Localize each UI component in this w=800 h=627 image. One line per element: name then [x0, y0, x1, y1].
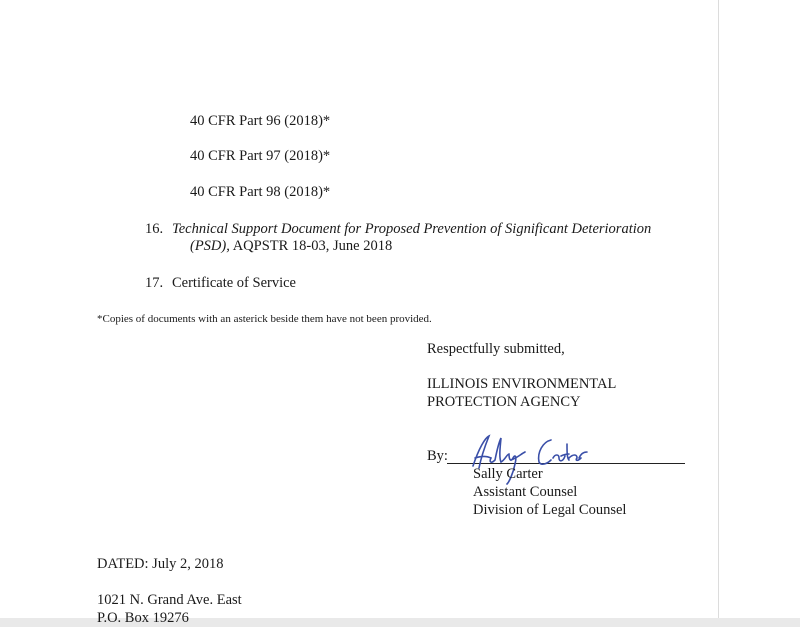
regulation-cfr-98: 40 CFR Part 98 (2018)*	[190, 184, 331, 200]
regulation-cfr-96: 40 CFR Part 96 (2018)*	[190, 113, 331, 129]
page-margin	[718, 0, 800, 618]
footnote: *Copies of documents with an asterick beside them have not been provided.	[97, 313, 432, 325]
document-title-cont: (PSD),	[190, 238, 230, 254]
signer-name: Sally Carter	[473, 466, 543, 482]
address-line-2: P.O. Box 19276	[97, 610, 189, 626]
date-line: DATED: July 2, 2018	[97, 556, 224, 572]
list-item-16-cont	[190, 238, 392, 255]
by-label: By:	[427, 448, 448, 464]
signer-division: Division of Legal Counsel	[473, 502, 627, 518]
list-item-text: Certificate of Service	[172, 275, 296, 291]
organization-line-2: PROTECTION AGENCY	[427, 394, 581, 410]
signer-title: Assistant Counsel	[473, 484, 578, 500]
list-number: 17.	[145, 275, 164, 291]
document-title: Technical Support Document for Proposed Prevention of Significant Deterioration	[172, 221, 652, 237]
closing-phrase: Respectfully submitted,	[427, 341, 565, 357]
address-line-1: 1021 N. Grand Ave. East	[97, 592, 242, 608]
document-ref: AQPSTR 18-03, June 2018	[229, 238, 393, 254]
list-item-16	[145, 221, 651, 238]
organization-line-1: ILLINOIS ENVIRONMENTAL	[427, 376, 617, 392]
list-item-17	[145, 275, 296, 292]
regulation-cfr-97: 40 CFR Part 97 (2018)*	[190, 148, 331, 164]
list-number: 16.	[145, 221, 164, 237]
